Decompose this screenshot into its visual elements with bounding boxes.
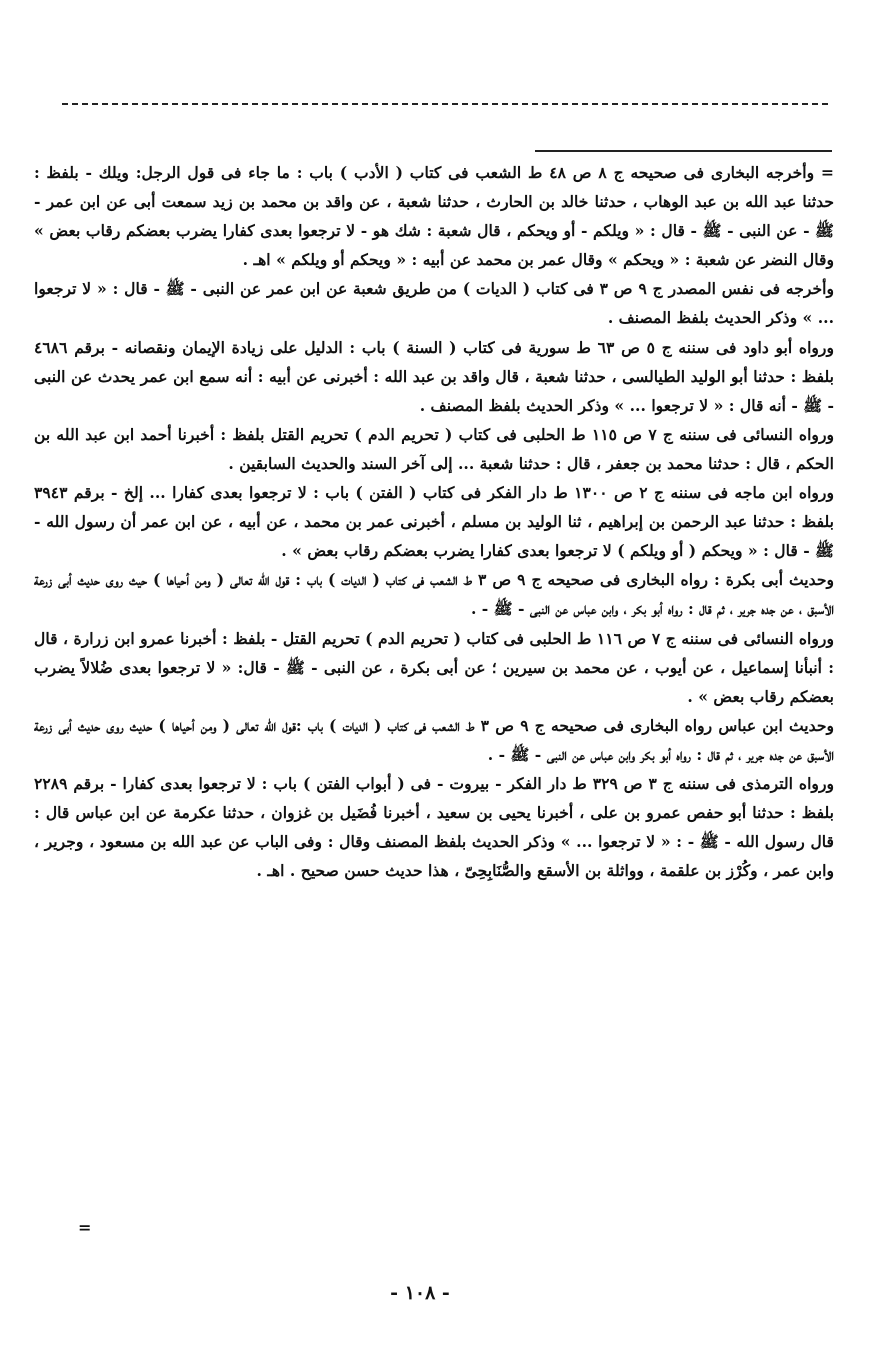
paragraph-tirmidhi: ورواه الترمذى فى سننه ج ٣ ص ٣٢٩ ط دار الفكر - بيروت - فى ( أبواب الفتن ) باب : لا ترجعوا بعدى كفارا - برقم ٢٢٨٩ بلفظ : حدثنا أبو حفص عمرو بن على ، أخبرنا يحيى بن سعيد ، أخبرنا فُضَيل بن غزوان ، حدثنا عكرمة عن ابن عباس قال : قال رسول الله - ﷺ - : « لا ترجعوا ... » وذكر الحديث بلفظ المصنف وقال : وفى الباب عن عبد الله بن مسعود ، وجرير ، وابن عمر ، وكُرْز بن علقمة ، وواثلة بن الأسقع والصُّنَابِحِىّ ، هذا حديث حسن صحيح . اهـ . [34, 773, 835, 881]
top-dashed-rule [62, 103, 828, 105]
paragraph-ibn-majah: ورواه ابن ماجه فى سننه ج ٢ ص ١٣٠٠ ط دار الفكر فى كتاب ( الفتن ) باب : لا ترجعوا بعدى كفارا ... إلخ - برقم ٣٩٤٣ بلفظ : حدثنا عبد الرحمن بن إبراهيم ، ثنا الوليد بن مسلم ، أخبرنى عمر بن محمد ، عن أبيه ، عن ابن عمر أن رسول الله - ﷺ - قال : « ويحكم ( أو ويلكم ) لا ترجعوا بعدى كفارا يضرب بعضكم رقاب بعض » . [34, 483, 834, 561]
continuation-mark: = [78, 1218, 92, 1237]
page-number: - ١٠٨ - [390, 1282, 450, 1304]
paragraph-abu-bakra: وحديث أبى بكرة : رواه البخارى فى صحيحه ج ٩ ص ٣ ط الشعب فى كتاب ( الديات ) باب : قول الله تعالى ( ومن أحياها ) حيث روى حديث أبى زرعة الأسبق ، عن جده جرير ، ثم قال : رواه أبو بكر ، وابن عباس عن النبى - ﷺ - . [34, 570, 834, 619]
footnote-text [34, 158, 834, 885]
footnote-separator [535, 150, 832, 152]
paragraph-nasai-2: ورواه النسائى فى سننه ج ٧ ص ١١٦ ط الحلبى فى كتاب ( تحريم الدم ) تحريم القتل - بلفظ : أخبرنا عمرو ابن زرارة ، قال : أنبأنا إسماعيل ، عن أيوب ، عن محمد بن سيرين ؛ عن أبى بكرة ، عن النبى - ﷺ - قال: « لا ترجعوا بعدى ضُلالاً يضرب بعضكم رقاب بعض » . [34, 628, 834, 706]
paragraph-bukhari-adab: = وأخرجه البخارى فى صحيحه ج ٨ ص ٤٨ ط الشعب فى كتاب ( الأدب ) باب : ما جاء فى قول الرجل: ويلك - بلفظ : حدثنا عبد الله بن عبد الوهاب ، حدثنا خالد بن الحارث ، حدثنا شعبة ، عن واقد بن محمد بن زيد سمعت أبى عن ابن عمر - ﷺ - عن النبى - ﷺ - قال : « ويلكم - أو ويحكم ، قال شعبة : شك هو - لا ترجعوا بعدى كفارا يضرب بعضكم رقاب بعض » وقال النضر عن شعبة : « ويحكم » وقال عمر بن محمد عن أبيه : « ويحكم أو ويلكم » اهـ . [34, 163, 834, 270]
paragraph-abu-dawud: ورواه أبو داود فى سننه ج ٥ ص ٦٣ ط سورية فى كتاب ( السنة ) باب : الدليل على زيادة الإيمان ونقصانه - برقم ٤٦٨٦ بلفظ : حدثنا أبو الوليد الطيالسى ، حدثنا شعبة ، قال واقد بن عبد الله : أخبرنى عن أبيه : أنه سمع ابن عمر يحدث عن النبى - ﷺ - أنه قال : « لا ترجعوا ... » وذكر الحديث بلفظ المصنف . [34, 337, 834, 415]
paragraph-ibn-abbas: وحديث ابن عباس رواه البخارى فى صحيحه ج ٩ ص ٣ ط الشعب فى كتاب ( الديات ) باب :قول الله تعالى ( ومن أحياها ) حديث روى حديث أبى زرعة الأسبق عن جده جرير ، ثم قال : رواه أبو بكر وابن عباس عن النبى - ﷺ - . [34, 715, 834, 764]
paragraph-bukhari-diyat: وأخرجه فى نفس المصدر ج ٩ ص ٣ فى كتاب ( الديات ) من طريق شعبة عن ابن عمر عن النبى - ﷺ - قال : « لا ترجعوا ... » وذكر الحديث بلفظ المصنف . [34, 279, 835, 328]
paragraph-nasai-1: ورواه النسائى فى سننه ج ٧ ص ١١٥ ط الحلبى فى كتاب ( تحريم الدم ) تحريم القتل بلفظ : أخبرنا أحمد ابن عبد الله بن الحكم ، قال : حدثنا محمد بن جعفر ، قال : حدثنا شعبة ... إلى آخر السند والحديث السابقين . [34, 424, 835, 473]
